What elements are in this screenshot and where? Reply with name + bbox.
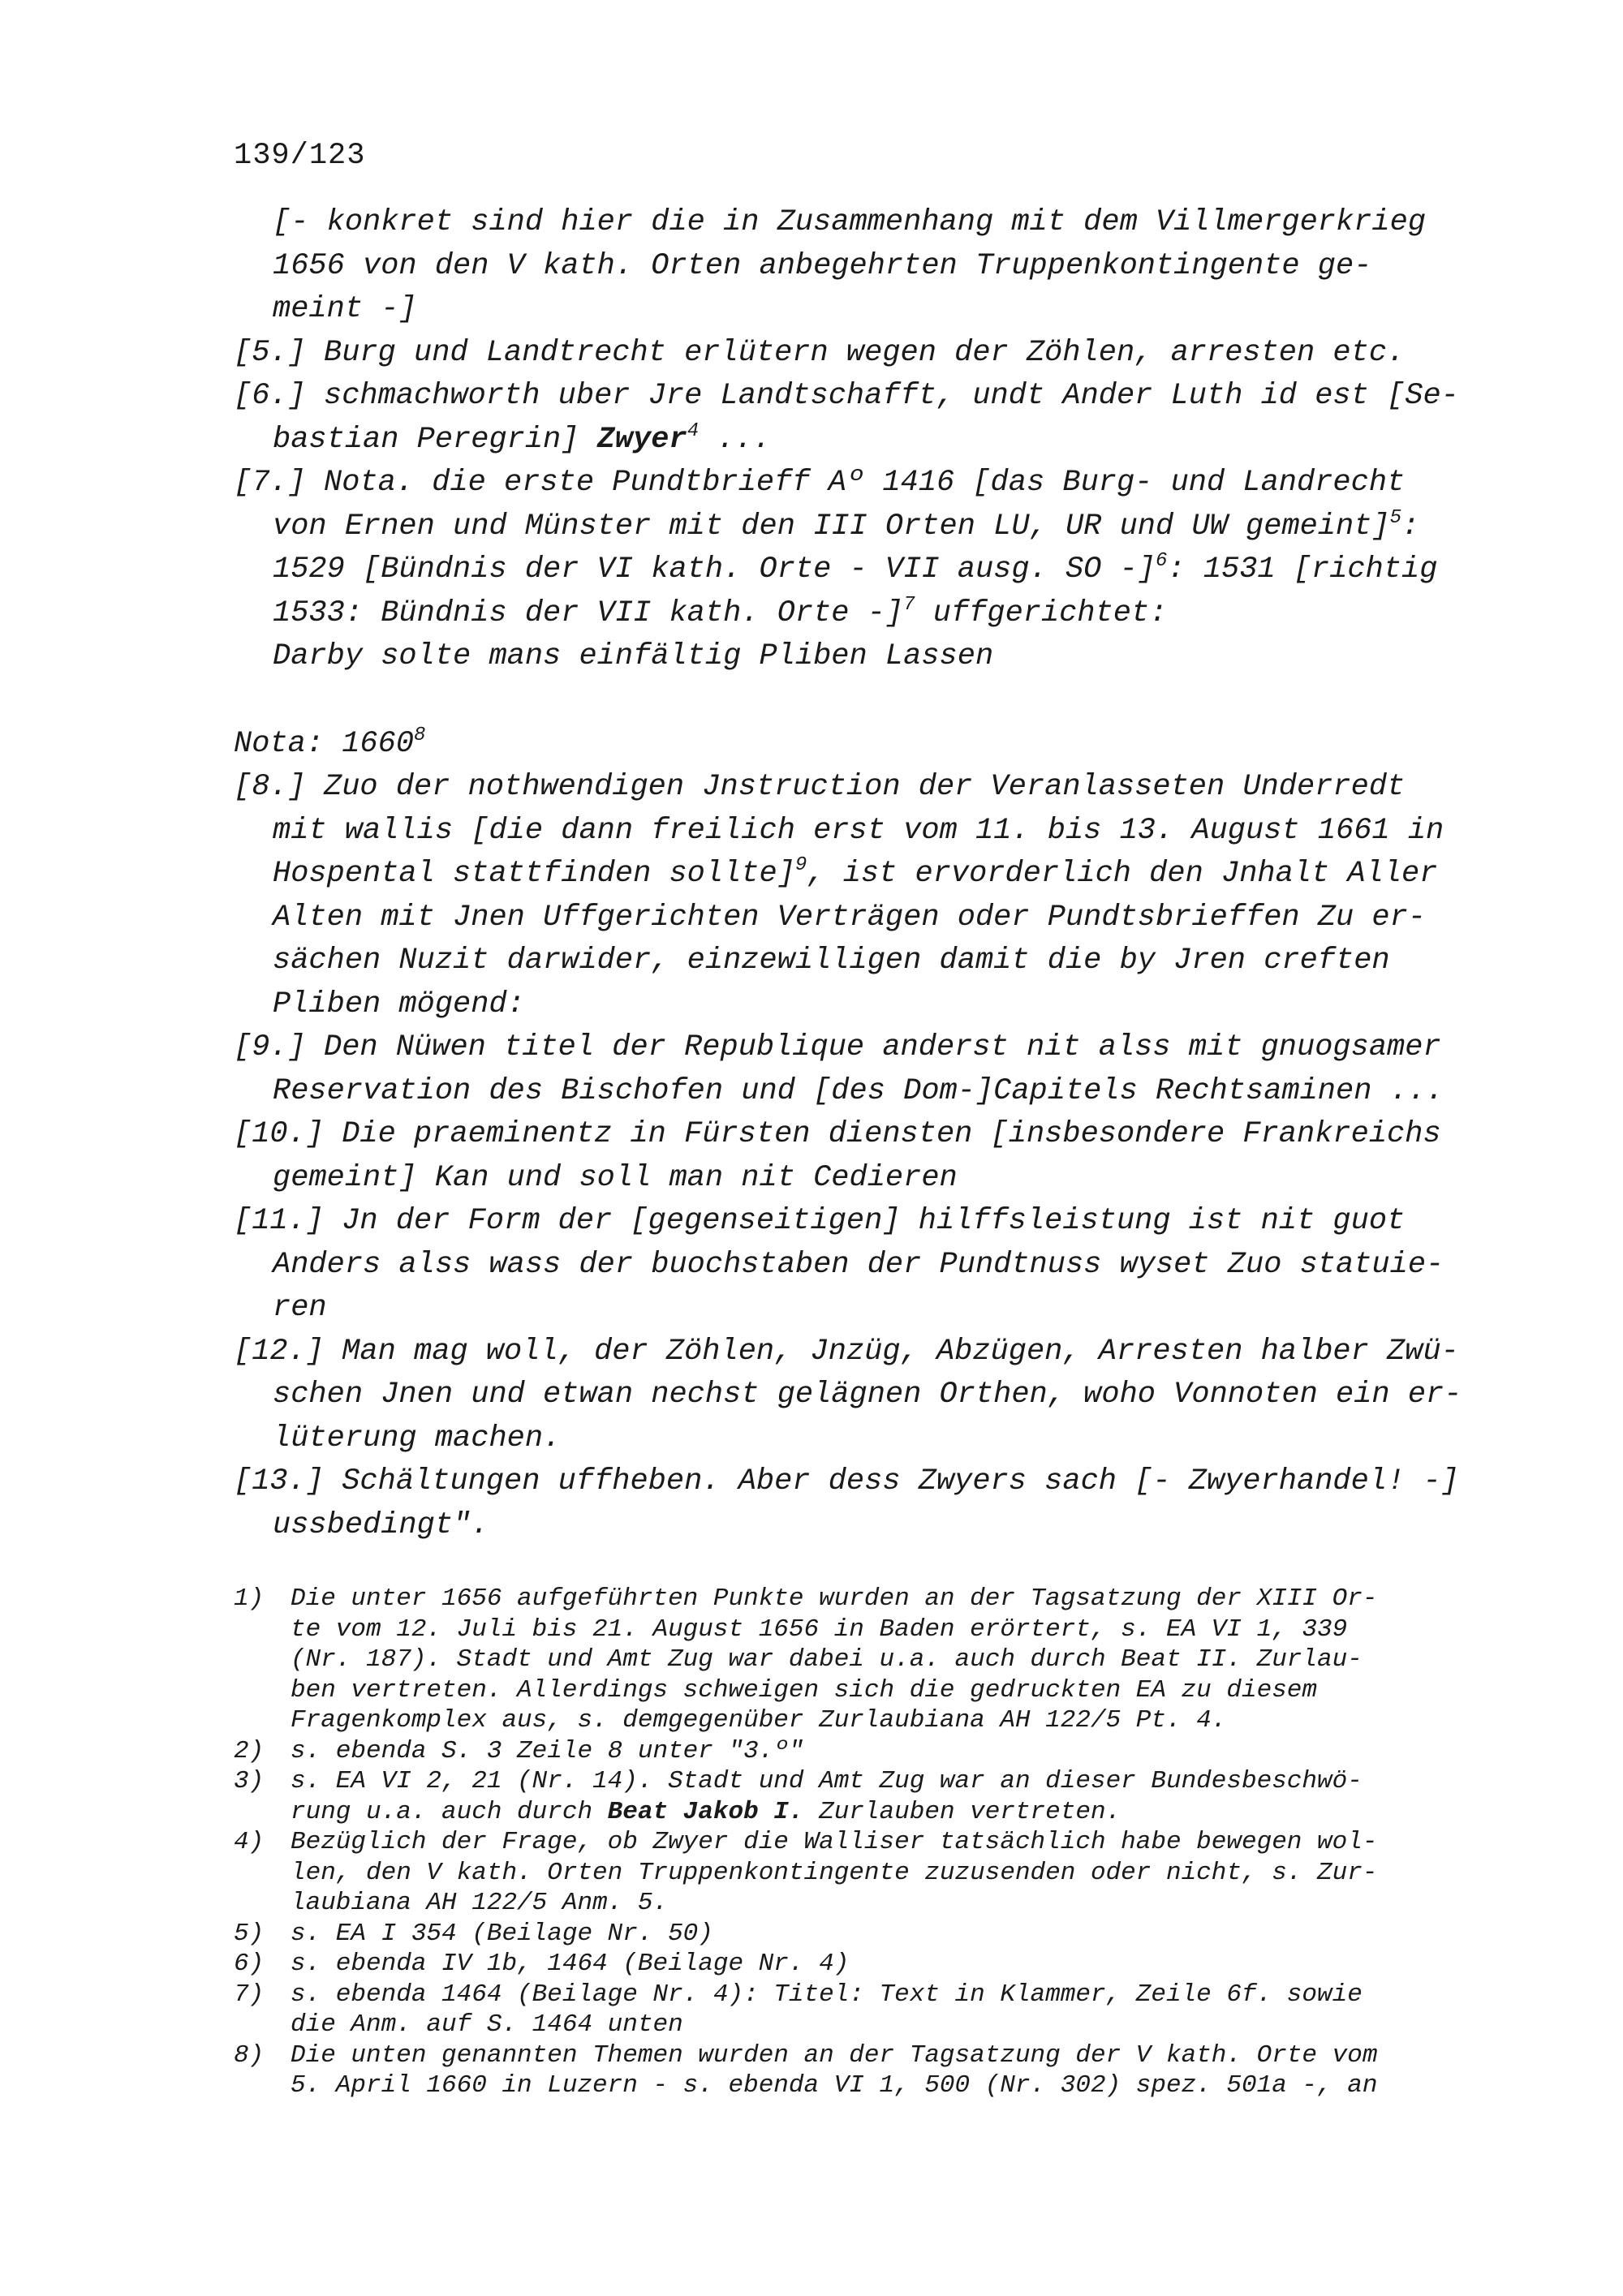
footnote-ref: 8 bbox=[414, 724, 426, 746]
footnote-text: s. EA I 354 (Beilage Nr. 50) bbox=[291, 1919, 713, 1948]
text-line: [7.] Nota. die erste Pundtbrieff Aº 1416 [das Burg- und Landrecht bbox=[234, 466, 1406, 500]
paragraph-gap bbox=[234, 679, 1500, 723]
text-line: [6.] schmachworth uber Jre Landtschafft, undt Ander Luth id est [Se- bbox=[234, 379, 1459, 413]
text-fragment: Nota: 1660 bbox=[234, 726, 415, 761]
bold-name: Beat Jakob I. bbox=[607, 1797, 804, 1826]
footnote-number: 3) bbox=[234, 1767, 265, 1795]
text-line: [13.] Schältungen uffheben. Aber dess Zwyers sach [- Zwyerhandel! -] bbox=[234, 1464, 1459, 1498]
footnote-line: Fragenkomplex aus, s. demgegenüber Zurlaubiana AH 122/5 Pt. 4. bbox=[291, 1706, 1227, 1735]
footnote-line bbox=[234, 1949, 1500, 1980]
text-line: [8.] Zuo der nothwendigen Jnstruction der Veranlasseten Underredt bbox=[234, 770, 1406, 804]
footnote-line: len, den V kath. Orten Truppenkontingente zuzusenden oder nicht, s. Zur- bbox=[291, 1858, 1378, 1887]
text-line: [10.] Die praeminentz in Fürsten diensten [insbesondere Frankreichs bbox=[234, 1117, 1441, 1151]
text-fragment: von Ernen und Münster mit den III Orten LU, UR und UW gemeint] bbox=[273, 509, 1390, 544]
footnote-text: s. ebenda 1464 (Beilage Nr. 4): Titel: Text in Klammer, Zeile 6f. sowie bbox=[291, 1980, 1363, 2009]
page-number: 139/123 bbox=[234, 139, 366, 173]
footnote-text: Bezüglich der Frage, ob Zwyer die Walliser tatsächlich habe bewegen wol- bbox=[291, 1828, 1378, 1856]
footnote-text: Die unten genannten Themen wurden an der Tagsatzung der V kath. Orte vom bbox=[291, 2040, 1378, 2070]
text-line: [- konkret sind hier die in Zusammenhang mit dem Villmergerkrieg bbox=[273, 205, 1427, 239]
footnote-ref: 6 bbox=[1155, 550, 1168, 572]
text-line: ren bbox=[273, 1291, 327, 1325]
footnote-number: 4) bbox=[234, 1828, 265, 1856]
text-fragment: ... bbox=[699, 422, 771, 457]
footnote-line bbox=[234, 1827, 1500, 1858]
text-line bbox=[234, 592, 1500, 636]
text-line: lüterung machen. bbox=[273, 1421, 562, 1455]
text-line bbox=[234, 853, 1500, 896]
text-fragment: uffgerichtet: bbox=[915, 595, 1168, 630]
footnote-line: te vom 12. Juli bis 21. August 1656 in Baden erörtert, s. EA VI 1, 339 bbox=[291, 1615, 1348, 1644]
footnotes bbox=[234, 1584, 1500, 2101]
text-line: 1656 von den V kath. Orten anbegehrten Truppenkontingente ge- bbox=[273, 248, 1372, 283]
footnote-ref: 4 bbox=[687, 419, 700, 442]
text-line: schen Jnen und etwan nechst gelägnen Orthen, woho Vonnoten ein er- bbox=[273, 1378, 1462, 1412]
footnote-line bbox=[234, 1919, 1500, 1950]
footnote-line bbox=[234, 1797, 1500, 1828]
main-text bbox=[234, 201, 1500, 1547]
text-fragment: Hospental stattfinden sollte] bbox=[273, 857, 795, 891]
footnote-number: 8) bbox=[234, 2040, 265, 2070]
footnote-line bbox=[234, 2040, 1500, 2071]
text-fragment: , ist ervorderlich den Jnhalt Aller bbox=[807, 857, 1438, 891]
footnote-ref: 7 bbox=[903, 593, 915, 616]
footnote-line bbox=[234, 1736, 1500, 1767]
footnote-line: laubiana AH 122/5 Anm. 5. bbox=[291, 1889, 669, 1917]
footnote-line: 5. April 1660 in Luzern - s. ebenda VI 1, 500 (Nr. 302) spez. 501a -, an bbox=[291, 2071, 1378, 2100]
text-line: [11.] Jn der Form der [gegenseitigen] hilffsleistung ist nit guot bbox=[234, 1204, 1406, 1238]
footnote-number: 7) bbox=[234, 1980, 265, 2009]
footnote-number: 6) bbox=[234, 1950, 265, 1978]
text-line: gemeint] Kan und soll man nit Cedieren bbox=[273, 1160, 958, 1195]
footnote-line: ben vertreten. Allerdings schweigen sich die gedruckten EA zu diesem bbox=[291, 1675, 1318, 1705]
footnote-line: (Nr. 187). Stadt und Amt Zug war dabei u.a. auch durch Beat II. Zurlau- bbox=[291, 1645, 1363, 1674]
text-line: Alten mit Jnen Uffgerichten Verträgen oder Pundtsbrieffen Zu er- bbox=[273, 900, 1427, 935]
text-line: Darby solte mans einfältig Pliben Lassen bbox=[273, 639, 994, 673]
footnote-line bbox=[234, 1980, 1500, 2010]
text-line: ussbedingt". bbox=[273, 1507, 489, 1542]
text-line: [9.] Den Nüwen titel der Republique anderst nit alss mit gnuogsamer bbox=[234, 1030, 1441, 1064]
text-fragment: 1529 [Bündnis der VI kath. Orte - VII ausg. SO -] bbox=[273, 553, 1156, 587]
text-line bbox=[234, 723, 1500, 767]
text-line bbox=[234, 419, 1500, 462]
text-fragment: : bbox=[1401, 509, 1420, 544]
footnote-line: die Anm. auf S. 1464 unten bbox=[291, 2010, 683, 2039]
footnote-text: s. EA VI 2, 21 (Nr. 14). Stadt und Amt Zug war an dieser Bundesbeschwö- bbox=[291, 1767, 1363, 1795]
footnote-text: Die unter 1656 aufgeführten Punkte wurden an der Tagsatzung der XIII Or- bbox=[291, 1584, 1378, 1613]
footnote-text: Zurlauben vertreten. bbox=[803, 1797, 1121, 1826]
footnote-number: 5) bbox=[234, 1919, 265, 1948]
text-line bbox=[234, 505, 1500, 549]
text-fragment: bastian Peregrin] bbox=[273, 422, 597, 457]
text-fragment: : 1531 [richtig bbox=[1167, 553, 1438, 587]
footnote-ref: 5 bbox=[1389, 506, 1402, 529]
text-line: [12.] Man mag woll, der Zöhlen, Jnzüg, Abzügen, Arresten halber Zwü- bbox=[234, 1334, 1459, 1369]
text-line: mit wallis [die dann freilich erst vom 11. bis 13. August 1661 in bbox=[273, 813, 1444, 848]
footnote-text: s. ebenda IV 1b, 1464 (Beilage Nr. 4) bbox=[291, 1950, 850, 1978]
footnote-ref: 9 bbox=[794, 854, 807, 876]
text-line: [5.] Burg und Landtrecht erlütern wegen der Zöhlen, arresten etc. bbox=[234, 335, 1406, 370]
footnote-number: 2) bbox=[234, 1736, 265, 1765]
text-line: Reservation des Bischofen und [des Dom-]Capitels Rechtsaminen ... bbox=[273, 1073, 1444, 1108]
text-line bbox=[234, 548, 1500, 592]
text-line: Anders alss wass der buochstaben der Pundtnuss wyset Zuo statuie- bbox=[273, 1247, 1444, 1282]
footnote-line bbox=[234, 1766, 1500, 1797]
text-line: meint -] bbox=[273, 292, 417, 326]
footnote-line bbox=[234, 1584, 1500, 1615]
text-line: sächen Nuzit darwider, einzewilligen damit die by Jren creften bbox=[273, 944, 1390, 978]
footnote-text: rung u.a. auch durch bbox=[291, 1797, 608, 1826]
text-line: Pliben mögend: bbox=[273, 987, 525, 1021]
bold-name: Zwyer bbox=[596, 422, 687, 457]
footnote-text: s. ebenda S. 3 Zeile 8 unter "3.º" bbox=[291, 1736, 804, 1765]
footnote-number: 1) bbox=[234, 1584, 265, 1613]
text-fragment: 1533: Bündnis der VII kath. Orte -] bbox=[273, 595, 904, 630]
